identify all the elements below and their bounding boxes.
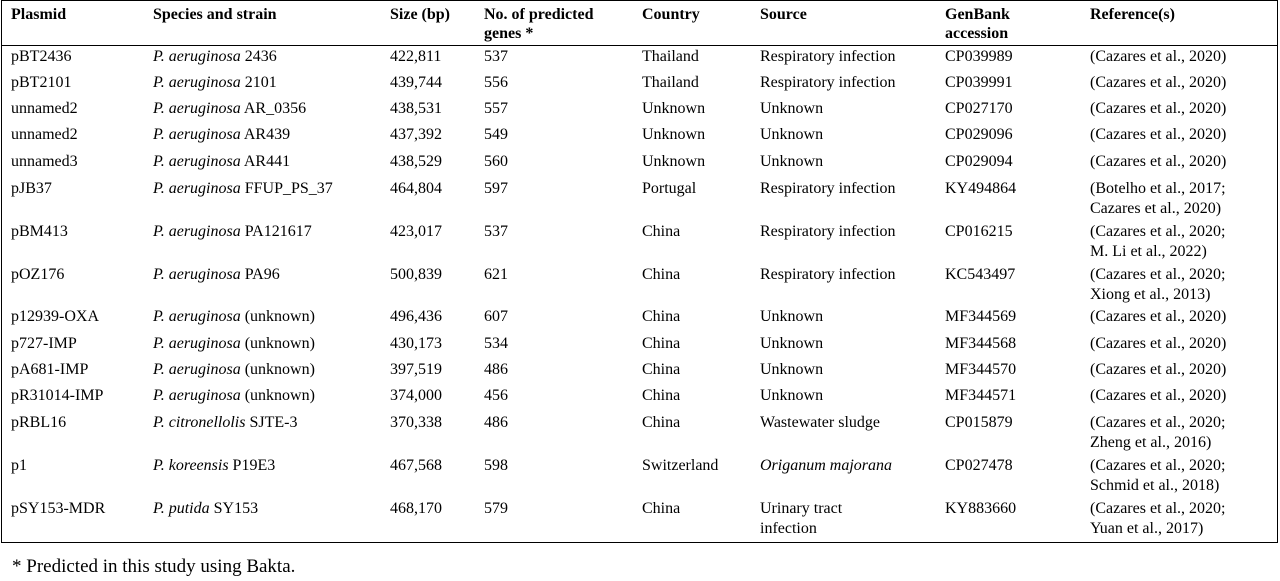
cell-plasmid: unnamed2 [11, 126, 78, 143]
cell-plasmid: pBT2436 [11, 48, 72, 65]
species-name: P. aeruginosa [153, 223, 241, 240]
cell-reference-line2: Schmid et al., 2018) [1090, 477, 1220, 494]
cell-source: Origanum majorana [760, 457, 893, 474]
strain-name: AR439 [240, 126, 291, 143]
cell-reference: (Cazares et al., 2020) [1090, 153, 1227, 170]
strain-name: SY153 [209, 500, 259, 517]
cell-genbank-accession: CP039989 [945, 48, 1013, 65]
cell-source: Unknown [760, 126, 824, 143]
cell-size: 437,392 [390, 126, 442, 143]
cell-species-strain [153, 413, 297, 434]
cell-country: Portugal [642, 180, 697, 197]
cell-plasmid: pJB37 [11, 180, 52, 197]
cell-size: 468,170 [390, 500, 442, 517]
cell-plasmid: p727-IMP [11, 335, 77, 352]
cell-country: China [642, 500, 681, 517]
header-country: Country [642, 6, 700, 23]
cell-reference-line2: Zheng et al., 2016) [1090, 434, 1212, 451]
header-divider [2, 45, 1277, 46]
species-name: P. aeruginosa [153, 266, 241, 283]
cell-predicted-genes: 537 [484, 223, 508, 240]
cell-predicted-genes: 549 [484, 126, 508, 143]
species-name: P. aeruginosa [153, 74, 241, 91]
cell-size: 496,436 [390, 308, 442, 325]
cell-species-strain [153, 47, 277, 68]
cell-source: Respiratory infection [760, 223, 896, 240]
cell-genbank-accession: CP016215 [945, 223, 1013, 240]
cell-genbank-accession: KY494864 [945, 180, 1017, 197]
cell-reference: (Cazares et al., 2020) [1090, 48, 1227, 65]
cell-species-strain [153, 456, 275, 477]
cell-species-strain [153, 386, 315, 407]
cell-genbank-accession: KC543497 [945, 266, 1016, 283]
cell-country: Unknown [642, 100, 706, 117]
cell-size: 500,839 [390, 266, 442, 283]
cell-size: 464,804 [390, 180, 442, 197]
cell-predicted-genes: 598 [484, 457, 508, 474]
cell-reference: (Cazares et al., 2020; [1090, 223, 1226, 240]
cell-size: 430,173 [390, 335, 442, 352]
cell-size: 439,744 [390, 74, 442, 91]
cell-reference-line2: Xiong et al., 2013) [1090, 286, 1211, 303]
cell-source: Unknown [760, 335, 824, 352]
cell-source: Urinary tract [760, 500, 843, 517]
strain-name: (unknown) [240, 308, 315, 325]
cell-predicted-genes: 597 [484, 180, 508, 197]
cell-species-strain [153, 125, 290, 146]
cell-source: Unknown [760, 153, 824, 170]
cell-plasmid: unnamed3 [11, 153, 78, 170]
header-genbank-line1: GenBank [945, 6, 1010, 23]
cell-genbank-accession: MF344568 [945, 335, 1017, 352]
cell-plasmid: pSY153-MDR [11, 500, 106, 517]
cell-size: 438,529 [390, 153, 442, 170]
header-genbank-line2: accession [945, 25, 1009, 42]
cell-reference: (Cazares et al., 2020; [1090, 266, 1226, 283]
cell-source: Respiratory infection [760, 180, 896, 197]
cell-source: Wastewater sludge [760, 414, 880, 431]
cell-species-strain [153, 73, 277, 94]
strain-name: (unknown) [240, 335, 315, 352]
cell-species-strain [153, 222, 312, 243]
cell-predicted-genes: 534 [484, 335, 508, 352]
cell-country: Unknown [642, 126, 706, 143]
cell-source: Respiratory infection [760, 48, 896, 65]
cell-genbank-accession: MF344570 [945, 361, 1017, 378]
header-species-strain: Species and strain [153, 6, 277, 23]
cell-species-strain [153, 179, 333, 200]
cell-source: Unknown [760, 361, 824, 378]
cell-plasmid: unnamed2 [11, 100, 78, 117]
header-predicted-genes-line1: No. of predicted [484, 6, 594, 23]
header-source: Source [760, 6, 807, 23]
strain-name: PA121617 [240, 223, 312, 240]
cell-plasmid: p1 [11, 457, 27, 474]
cell-country: China [642, 266, 681, 283]
cell-country: Switzerland [642, 457, 719, 474]
species-name: P. aeruginosa [153, 361, 241, 378]
strain-name: AR_0356 [240, 100, 307, 117]
cell-genbank-accession: CP029096 [945, 126, 1013, 143]
strain-name: AR441 [240, 153, 291, 170]
cell-reference-line2: Yuan et al., 2017) [1090, 520, 1204, 537]
cell-size: 370,338 [390, 414, 442, 431]
species-name: P. aeruginosa [153, 100, 241, 117]
cell-size: 423,017 [390, 223, 442, 240]
cell-plasmid: pA681-IMP [11, 361, 89, 378]
cell-species-strain [153, 307, 315, 328]
cell-plasmid: pRBL16 [11, 414, 67, 431]
cell-predicted-genes: 621 [484, 266, 508, 283]
cell-reference: (Cazares et al., 2020) [1090, 335, 1227, 352]
cell-species-strain [153, 99, 306, 120]
cell-predicted-genes: 537 [484, 48, 508, 65]
header-size: Size (bp) [390, 6, 450, 23]
cell-reference: (Cazares et al., 2020) [1090, 100, 1227, 117]
strain-name: FFUP_PS_37 [240, 180, 333, 197]
cell-source-line2: infection [760, 520, 817, 537]
cell-country: China [642, 387, 681, 404]
species-name: P. citronellolis [153, 414, 246, 431]
cell-plasmid: pOZ176 [11, 266, 65, 283]
cell-reference: (Cazares et al., 2020) [1090, 361, 1227, 378]
cell-genbank-accession: CP027170 [945, 100, 1013, 117]
cell-genbank-accession: MF344569 [945, 308, 1017, 325]
species-name: P. putida [153, 500, 210, 517]
cell-country: Thailand [642, 74, 699, 91]
species-name: P. aeruginosa [153, 153, 241, 170]
cell-reference: (Cazares et al., 2020) [1090, 126, 1227, 143]
cell-plasmid: pBM413 [11, 223, 68, 240]
species-name: P. aeruginosa [153, 126, 241, 143]
cell-reference-line2: M. Li et al., 2022) [1090, 243, 1207, 260]
species-name: P. aeruginosa [153, 48, 241, 65]
header-predicted-genes-line2: genes * [484, 25, 534, 42]
cell-reference: (Cazares et al., 2020; [1090, 414, 1226, 431]
cell-genbank-accession: CP015879 [945, 414, 1013, 431]
cell-species-strain [153, 360, 315, 381]
cell-predicted-genes: 456 [484, 387, 508, 404]
cell-species-strain [153, 334, 315, 355]
cell-predicted-genes: 557 [484, 100, 508, 117]
strain-name: P19E3 [228, 457, 276, 474]
cell-reference: (Cazares et al., 2020; [1090, 457, 1226, 474]
cell-genbank-accession: MF344571 [945, 387, 1017, 404]
cell-plasmid: pBT2101 [11, 74, 72, 91]
cell-size: 422,811 [390, 48, 442, 65]
cell-country: China [642, 361, 681, 378]
cell-predicted-genes: 579 [484, 500, 508, 517]
cell-genbank-accession: CP029094 [945, 153, 1013, 170]
cell-species-strain [153, 265, 280, 286]
cell-size: 374,000 [390, 387, 442, 404]
cell-country: Unknown [642, 153, 706, 170]
strain-name: 2436 [240, 48, 277, 65]
species-name: P. koreensis [153, 457, 229, 474]
strain-name: SJTE-3 [245, 414, 298, 431]
species-name: P. aeruginosa [153, 308, 241, 325]
cell-predicted-genes: 560 [484, 153, 508, 170]
cell-species-strain [153, 499, 258, 520]
cell-genbank-accession: CP027478 [945, 457, 1013, 474]
strain-name: (unknown) [240, 387, 315, 404]
cell-size: 467,568 [390, 457, 442, 474]
cell-country: China [642, 414, 681, 431]
cell-source: Respiratory infection [760, 74, 896, 91]
strain-name: (unknown) [240, 361, 315, 378]
cell-predicted-genes: 486 [484, 414, 508, 431]
cell-size: 438,531 [390, 100, 442, 117]
cell-predicted-genes: 556 [484, 74, 508, 91]
cell-predicted-genes: 486 [484, 361, 508, 378]
strain-name: PA96 [240, 266, 280, 283]
cell-reference: (Botelho et al., 2017; [1090, 180, 1226, 197]
species-name: P. aeruginosa [153, 180, 241, 197]
header-plasmid: Plasmid [11, 6, 67, 23]
header-references: Reference(s) [1090, 6, 1175, 23]
cell-country: China [642, 335, 681, 352]
cell-country: China [642, 308, 681, 325]
species-name: P. aeruginosa [153, 387, 241, 404]
cell-genbank-accession: CP039991 [945, 74, 1013, 91]
cell-genbank-accession: KY883660 [945, 500, 1017, 517]
cell-predicted-genes: 607 [484, 308, 508, 325]
cell-size: 397,519 [390, 361, 442, 378]
cell-source: Respiratory infection [760, 266, 896, 283]
cell-country: China [642, 223, 681, 240]
cell-source: Unknown [760, 387, 824, 404]
cell-country: Thailand [642, 48, 699, 65]
cell-reference: (Cazares et al., 2020) [1090, 308, 1227, 325]
cell-plasmid: pR31014-IMP [11, 387, 104, 404]
cell-source: Unknown [760, 308, 824, 325]
cell-plasmid: p12939-OXA [11, 308, 99, 325]
strain-name: 2101 [240, 74, 277, 91]
cell-source: Unknown [760, 100, 824, 117]
cell-species-strain [153, 152, 290, 173]
footnote: * Predicted in this study using Bakta. [12, 556, 296, 577]
cell-reference: (Cazares et al., 2020) [1090, 74, 1227, 91]
species-name: P. aeruginosa [153, 335, 241, 352]
cell-reference-line2: Cazares et al., 2020) [1090, 200, 1222, 217]
cell-reference: (Cazares et al., 2020) [1090, 387, 1227, 404]
cell-reference: (Cazares et al., 2020; [1090, 500, 1226, 517]
